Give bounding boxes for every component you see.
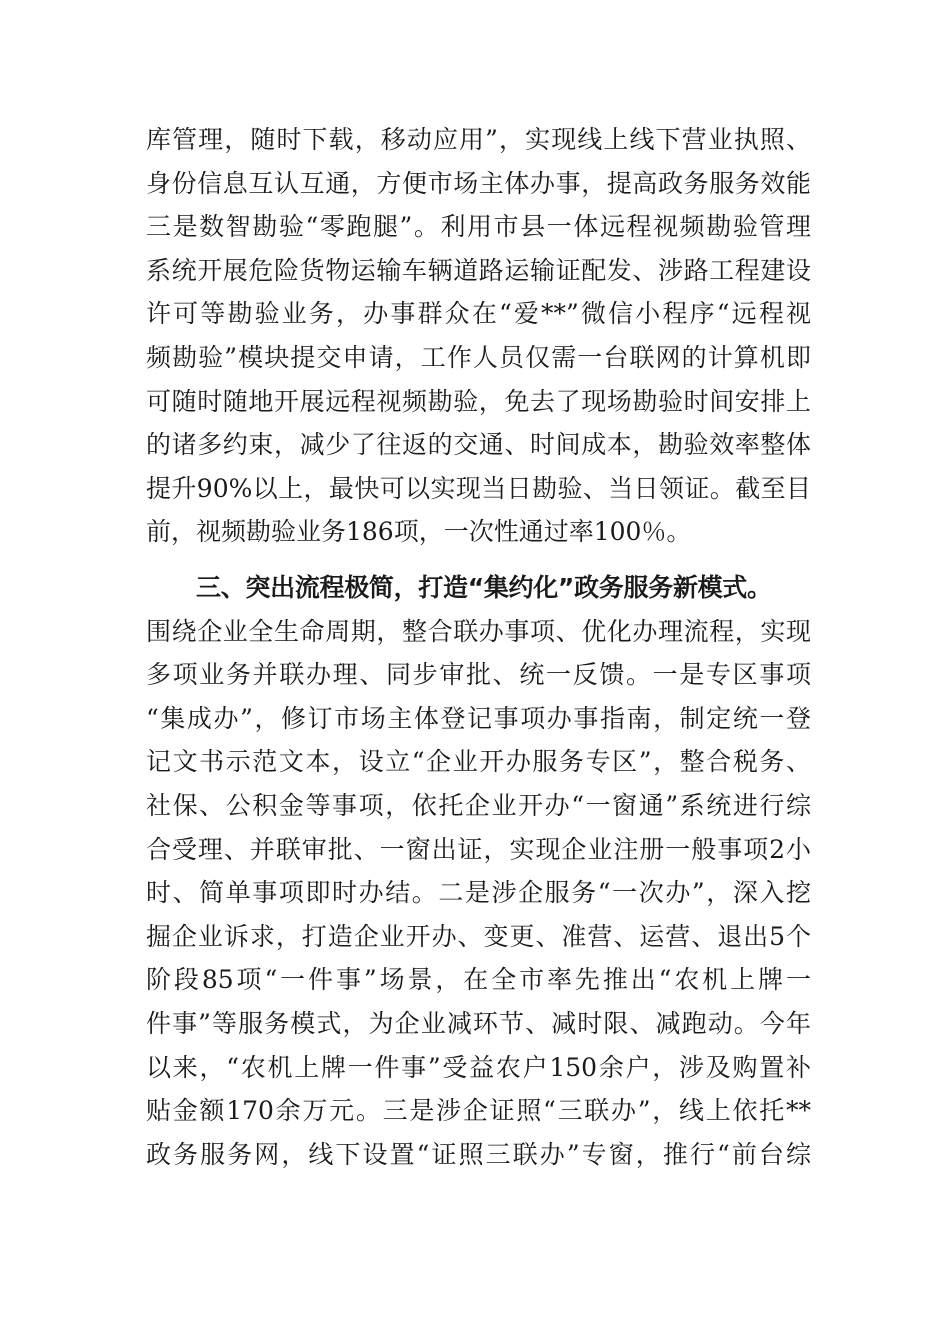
text-line: 提升90%以上，最快可以实现当日勘验、当日领证。截至目	[146, 473, 811, 503]
text-line: 库管理，随时下载，移动应用”，实现线上线下营业执照、	[146, 125, 811, 154]
text-line: “集成办”，修订市场主体登记事项办事指南，制定统一登	[146, 703, 811, 733]
text-line: 合受理、并联审批、一窗出证，实现企业注册一般事项2小	[146, 834, 811, 864]
text-line: 贴金额170余万元。三是涉企证照“三联办”，线上依托**	[146, 1096, 811, 1126]
section-heading: 三、突出流程极简，打造“集约化”政务服务新模式。	[196, 573, 772, 602]
text-line: 社保、公积金等事项，依托企业开办“一窗通”系统进行综	[146, 790, 811, 820]
text-line: 可随时随地开展远程视频勘验，免去了现场勘验时间安排上	[146, 386, 811, 416]
paragraph-digital-inspection	[146, 118, 811, 554]
section-three	[146, 566, 811, 1176]
text-line: 记文书示范文本，设立“企业开办服务专区”，整合税务、	[146, 747, 811, 777]
text-line: 的诸多约束，减少了往返的交通、时间成本，勘验效率整体	[146, 430, 811, 460]
text-line: 频勘验”模块提交申请，工作人员仅需一台联网的计算机即	[146, 342, 811, 372]
text-line: 三是数智勘验“零跑腿”。利用市县一体远程视频勘验管理	[146, 212, 811, 242]
text-line: 阶段85项“一件事”场景，在全市率先推出“农机上牌一	[146, 965, 811, 995]
text-line: 掘企业诉求，打造企业开办、变更、准营、运营、退出5个	[146, 921, 811, 951]
text-line: 件事”等服务模式，为企业减环节、减时限、减跑动。今年	[146, 1008, 811, 1038]
text-line: 多项业务并联办理、同步审批、统一反馈。一是专区事项	[146, 660, 811, 690]
text-line: 以来，“农机上牌一件事”受益农户150余户，涉及购置补	[146, 1052, 811, 1082]
text-line: 许可等勘验业务，办事群众在“爱**”微信小程序“远程视	[146, 299, 811, 329]
text-line: 身份信息互认互通，方便市场主体办事，提高政务服务效能	[146, 168, 811, 198]
text-line: 时、简单事项即时办结。二是涉企服务“一次办”，深入挖	[146, 878, 811, 908]
text-line: 政务服务网，线下设置“证照三联办”专窗，推行“前台综	[146, 1139, 811, 1169]
text-line: 系统开展危险货物运输车辆道路运输证配发、涉路工程建设	[146, 255, 811, 285]
text-line: 围绕企业全生命周期，整合联办事项、优化办理流程，实现	[146, 616, 811, 646]
text-line: 前，视频勘验业务186项，一次性通过率100％。	[146, 517, 692, 547]
